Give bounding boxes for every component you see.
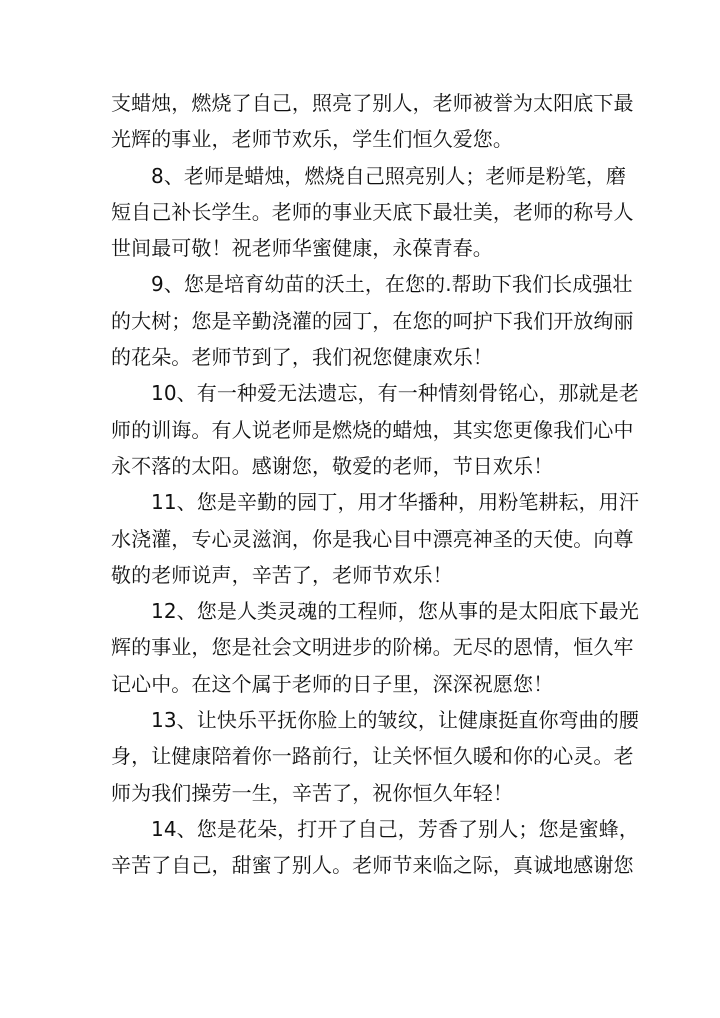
paragraph-line: 的花朵。老师节到了，我们祝您健康欢乐！ (111, 345, 493, 370)
paragraph-line: 光辉的事业，老师节欢乐，学生们恒久爱您。 (111, 127, 513, 152)
paragraph-first-line: 14、您是花朵，打开了自己，芳香了别人；您是蜜蜂， (151, 816, 639, 841)
paragraph-line: 的大树；您是辛勤浇灌的园丁，在您的呵护下我们开放绚丽 (111, 308, 634, 333)
paragraph-line: 师为我们操劳一生，辛苦了，祝你恒久年轻！ (111, 780, 513, 805)
paragraph-first-line: 10、有一种爱无法遗忘，有一种情刻骨铭心，那就是老 (151, 381, 639, 406)
paragraph-first-line: 9、您是培育幼苗的沃土，在您的.帮助下我们长成强壮 (151, 272, 633, 297)
paragraph-first-line: 8、老师是蜡烛，燃烧自己照亮别人；老师是粉笔，磨 (151, 163, 627, 188)
paragraph-first-line: 12、您是人类灵魂的工程师，您从事的是太阳底下最光 (151, 599, 639, 624)
paragraph-line: 辉的事业，您是社会文明进步的阶梯。无尽的恩情，恒久牢 (111, 635, 634, 660)
paragraph-line: 敬的老师说声，辛苦了，老师节欢乐！ (111, 562, 453, 587)
paragraph-line: 记心中。在这个属于老师的日子里，深深祝愿您！ (111, 671, 554, 696)
paragraph-line: 短自己补长学生。老师的事业天底下最壮美，老师的称号人 (111, 199, 634, 224)
paragraph-line: 师的训诲。有人说老师是燃烧的蜡烛，其实您更像我们心中 (111, 417, 634, 442)
paragraph-line: 世间最可敬！祝老师华蜜健康，永葆青春。 (111, 236, 493, 261)
document-body (111, 85, 639, 884)
paragraph-line: 支蜡烛，燃烧了自己，照亮了别人，老师被誉为太阳底下最 (111, 91, 634, 115)
paragraph-line: 身，让健康陪着你一路前行，让关怀恒久暖和你的心灵。老 (111, 744, 634, 769)
paragraph-line: 辛苦了自己，甜蜜了别人。老师节来临之际，真诚地感谢您 (111, 853, 634, 878)
paragraph-line: 永不落的太阳。感谢您，敬爱的老师，节日欢乐！ (111, 453, 554, 478)
paragraph-first-line: 11、您是辛勤的园丁，用才华播种，用粉笔耕耘，用汗 (151, 490, 639, 515)
paragraph-first-line: 13、让快乐平抚你脸上的皱纹，让健康挺直你弯曲的腰 (151, 708, 639, 733)
paragraph-line: 水浇灌，专心灵滋润，你是我心目中漂亮神圣的天使。向尊 (111, 526, 634, 551)
